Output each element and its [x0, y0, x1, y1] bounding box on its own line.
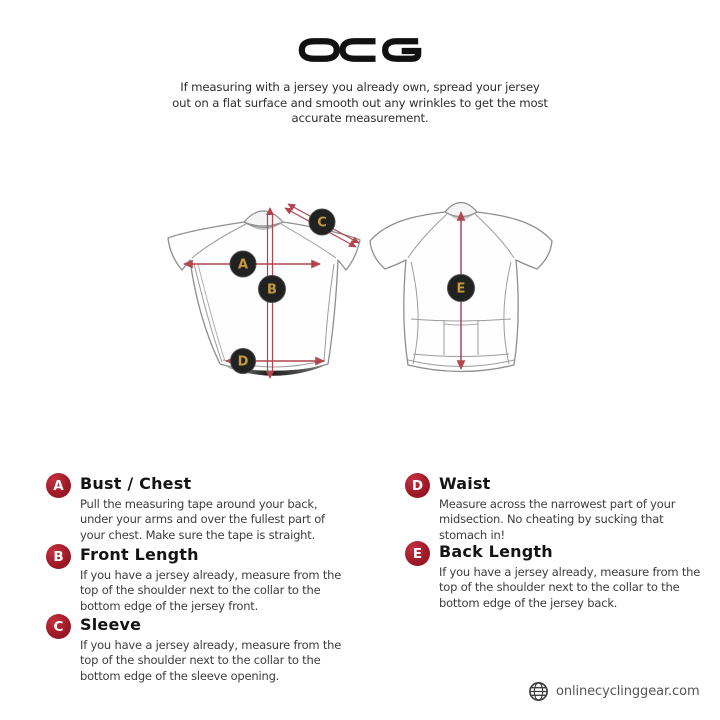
legend-badge-b: B: [46, 544, 71, 569]
footer-brand: [528, 681, 700, 702]
svg-text:A: A: [237, 257, 249, 273]
svg-text:B: B: [267, 282, 277, 298]
legend-badge-d: D: [405, 473, 430, 498]
legend-desc-waist: Measure across the narrowest part of your midsection. No cheating by sucking that stomach in!: [439, 497, 676, 542]
legend-item-bust-chest: [46, 473, 348, 543]
legend-badge-e: E: [405, 541, 430, 566]
svg-text:D: D: [237, 354, 249, 370]
legend-item-sleeve: [46, 614, 348, 684]
svg-text:C: C: [317, 215, 327, 231]
website-url: onlinecyclinggear.com: [556, 684, 700, 699]
legend-badge-a: A: [46, 473, 71, 498]
ocg-logo: [297, 30, 423, 70]
legend-desc-back-length: If you have a jersey already, measure from the top of the shoulder next to the collar to the bottom edge of the jersey back.: [439, 565, 701, 610]
ocg-logo-letters: [302, 41, 418, 58]
legend-item-waist: [405, 473, 707, 543]
marker-a: [230, 251, 256, 277]
legend-desc-sleeve: If you have a jersey already, measure from the top of the shoulder next to the collar to the bottom edge of the sleeve opening.: [80, 638, 342, 683]
legend-badge-c: C: [46, 614, 71, 639]
marker-d: [231, 349, 256, 374]
legend-title-waist: Waist: [439, 474, 491, 493]
legend-title-back-length: Back Length: [439, 542, 553, 561]
marker-e: [448, 275, 475, 302]
legend-title-sleeve: Sleeve: [80, 615, 142, 634]
measuring-instructions: If measuring with a jersey you already own, spread your jersey out on a flat surface and smooth out any wrinkles to get the most accurate measurement.: [172, 80, 548, 126]
front-jersey-diagram: [156, 184, 372, 394]
marker-b: [259, 276, 286, 303]
back-jersey-diagram: [362, 184, 562, 394]
legend-item-front-length: [46, 544, 348, 614]
marker-c: [309, 209, 335, 235]
front-collar: [244, 211, 283, 226]
legend-item-back-length: [405, 541, 707, 611]
legend-title-bust-chest: Bust / Chest: [80, 474, 192, 493]
legend-desc-bust-chest: Pull the measuring tape around your back, under your arms and over the fullest part of your chest. Make sure the tape is straight.: [80, 497, 325, 542]
globe-www-icon: [528, 681, 549, 702]
legend-title-front-length: Front Length: [80, 545, 199, 564]
legend-desc-front-length: If you have a jersey already, measure from the top of the shoulder next to the collar to the bottom edge of the jersey front.: [80, 568, 342, 613]
svg-text:E: E: [456, 281, 466, 297]
